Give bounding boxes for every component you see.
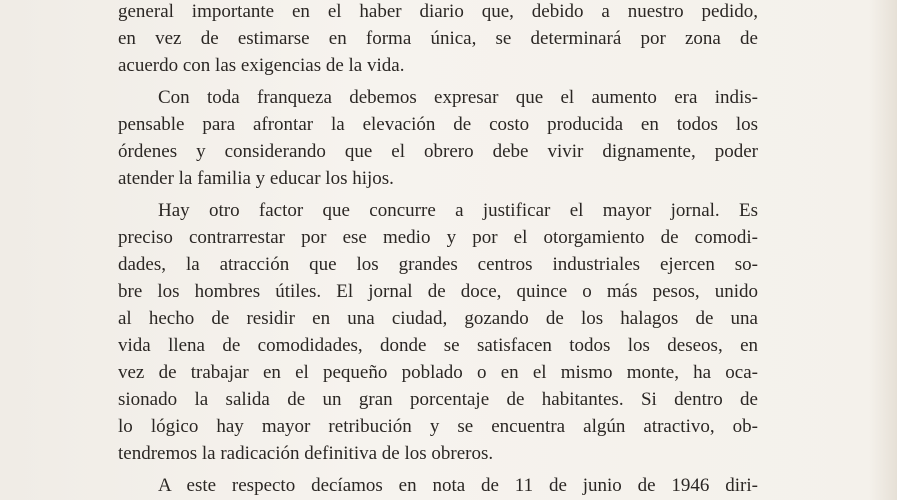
- text-line: Hay otro factor que concurre a justificar el mayor jornal. Es: [158, 200, 758, 221]
- text-line: A este respecto decíamos en nota de 11 de junio de 1946 diri-: [158, 475, 758, 496]
- text-line: sionado la salida de un gran porcentaje de habitantes. Si dentro de: [118, 389, 758, 410]
- text-line: atender la familia y educar los hijos.: [118, 168, 394, 189]
- paragraph-1: [118, 0, 758, 79]
- text-line: preciso contrarrestar por ese medio y por el otorgamiento de comodi-: [118, 227, 758, 248]
- text-line: vida llena de comodidades, donde se satisfacen todos los deseos, en: [118, 335, 758, 356]
- paragraph-4: [118, 472, 758, 499]
- text-line: Con toda franqueza debemos expresar que el aumento era indis-: [158, 87, 758, 108]
- paragraph-3: [118, 197, 758, 467]
- text-line: general importante en el haber diario que, debido a nuestro pedido,: [118, 1, 758, 22]
- body-text: [118, 0, 758, 499]
- text-line: lo lógico hay mayor retribución y se encuentra algún atractivo, ob-: [118, 416, 758, 437]
- text-line: en vez de estimarse en forma única, se determinará por zona de: [118, 28, 758, 49]
- text-line: tendremos la radicación definitiva de los obreros.: [118, 443, 494, 464]
- paragraph-2: [118, 84, 758, 192]
- text-line: al hecho de residir en una ciudad, gozando de los halagos de una: [118, 308, 758, 329]
- page-edge-shadow: [869, 0, 897, 500]
- text-line: bre los hombres útiles. El jornal de doce, quince o más pesos, unido: [118, 281, 758, 302]
- text-line: órdenes y considerando que el obrero debe vivir dignamente, poder: [118, 141, 758, 162]
- text-line: vez de trabajar en el pequeño poblado o en el mismo monte, ha oca-: [118, 362, 758, 383]
- text-line: pensable para afrontar la elevación de costo producida en todos los: [118, 114, 758, 135]
- text-line: dades, la atracción que los grandes centros industriales ejercen so-: [118, 254, 758, 275]
- text-line: acuerdo con las exigencias de la vida.: [118, 55, 405, 76]
